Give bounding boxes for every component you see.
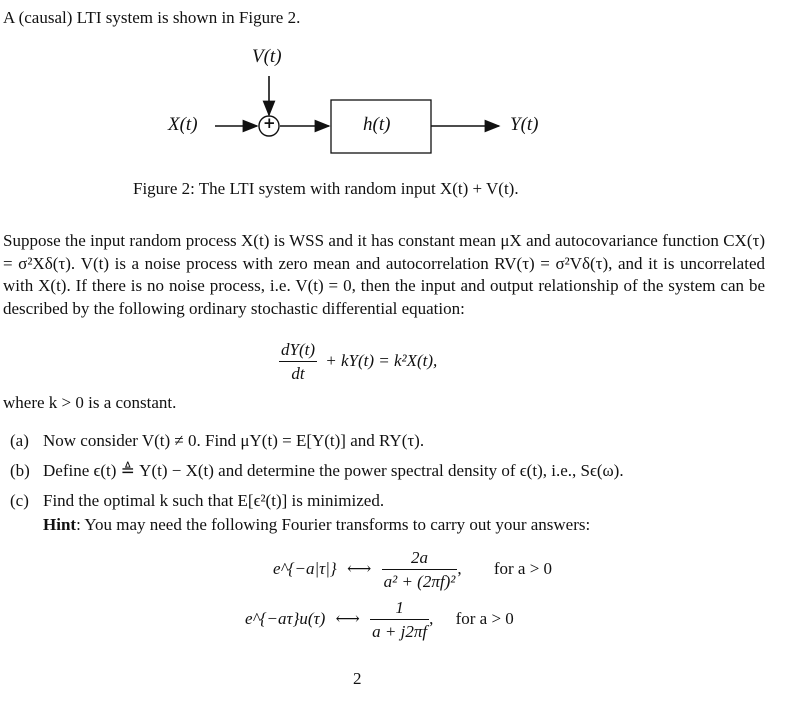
- equation-rest: + kY(t) = k²X(t),: [325, 350, 438, 370]
- transform-1-lhs: e^{−a|τ|}: [273, 558, 337, 578]
- transform-1-fraction: [382, 548, 458, 592]
- transform-1-condition: for a > 0: [493, 558, 553, 578]
- transform-pair-2: [245, 598, 514, 642]
- part-a-label: (a): [10, 431, 29, 450]
- equation-numerator: dY(t): [279, 340, 317, 362]
- part-c-label: (c): [10, 491, 29, 510]
- where-text: where k > 0 is a constant.: [3, 393, 177, 412]
- equation-fraction: [279, 340, 317, 384]
- transform-2-trail: ,: [429, 608, 434, 628]
- transform-2-arrow: ⟷: [335, 608, 360, 628]
- part-b: [10, 461, 624, 481]
- input-label: X(t): [168, 114, 198, 135]
- transform-2-condition: for a > 0: [455, 608, 514, 628]
- part-b-label: (b): [10, 461, 30, 480]
- block-label: h(t): [363, 114, 391, 135]
- page-number: 2: [353, 669, 362, 688]
- transform-2-numerator: 1: [370, 598, 429, 620]
- part-b-text: Define ϵ(t) ≜ Y(t) − X(t) and determine the power spectral density of ϵ(t), i.e., Sϵ(ω).: [43, 461, 624, 480]
- transform-2-fraction: [370, 598, 429, 642]
- sum-symbol: +: [263, 114, 276, 132]
- output-label: Y(t): [510, 114, 539, 135]
- differential-equation: [279, 340, 437, 384]
- transform-2-lhs: e^{−aτ}u(τ): [245, 608, 326, 628]
- hint-text: : You may need the following Fourier transforms to carry out your answers:: [76, 515, 591, 534]
- transform-2-denominator: a + j2πf: [372, 622, 428, 641]
- equation-denominator: dt: [291, 364, 305, 383]
- block-diagram: [0, 40, 786, 170]
- figure-caption: Figure 2: The LTI system with random input X(t) + V(t).: [133, 179, 519, 198]
- diagram-svg: [0, 40, 786, 170]
- hint-line: [43, 515, 590, 535]
- part-c-text: Find the optimal k such that E[ϵ²(t)] is minimized.: [43, 491, 385, 510]
- transform-pair-1: [273, 548, 552, 592]
- intro-text: A (causal) LTI system is shown in Figure 2.: [3, 8, 301, 27]
- part-a: [10, 431, 424, 451]
- part-a-text: Now consider V(t) ≠ 0. Find μY(t) = E[Y(t)] and RY(τ).: [43, 431, 425, 450]
- part-c: [10, 491, 384, 511]
- transform-1-numerator: 2a: [382, 548, 458, 570]
- noise-label: V(t): [252, 46, 282, 67]
- hint-label: Hint: [43, 515, 77, 534]
- transform-1-trail: ,: [457, 558, 462, 578]
- transform-1-arrow: ⟷: [346, 558, 372, 578]
- transform-1-denominator: a² + (2πf)²: [383, 572, 456, 591]
- problem-paragraph: Suppose the input random process X(t) is WSS and it has constant mean μX and autocovariance function CX(τ) = σ²Xδ(τ). V(t) is a noise process with zero mean and autocorrelation RV(τ) = σ²Vδ(τ), and it is uncorrelated with X(t). If there is no noise process, i.e. V(t) = 0, then the input and output relationship of the system can be described by the following ordinary stochastic differential equation:: [3, 231, 765, 318]
